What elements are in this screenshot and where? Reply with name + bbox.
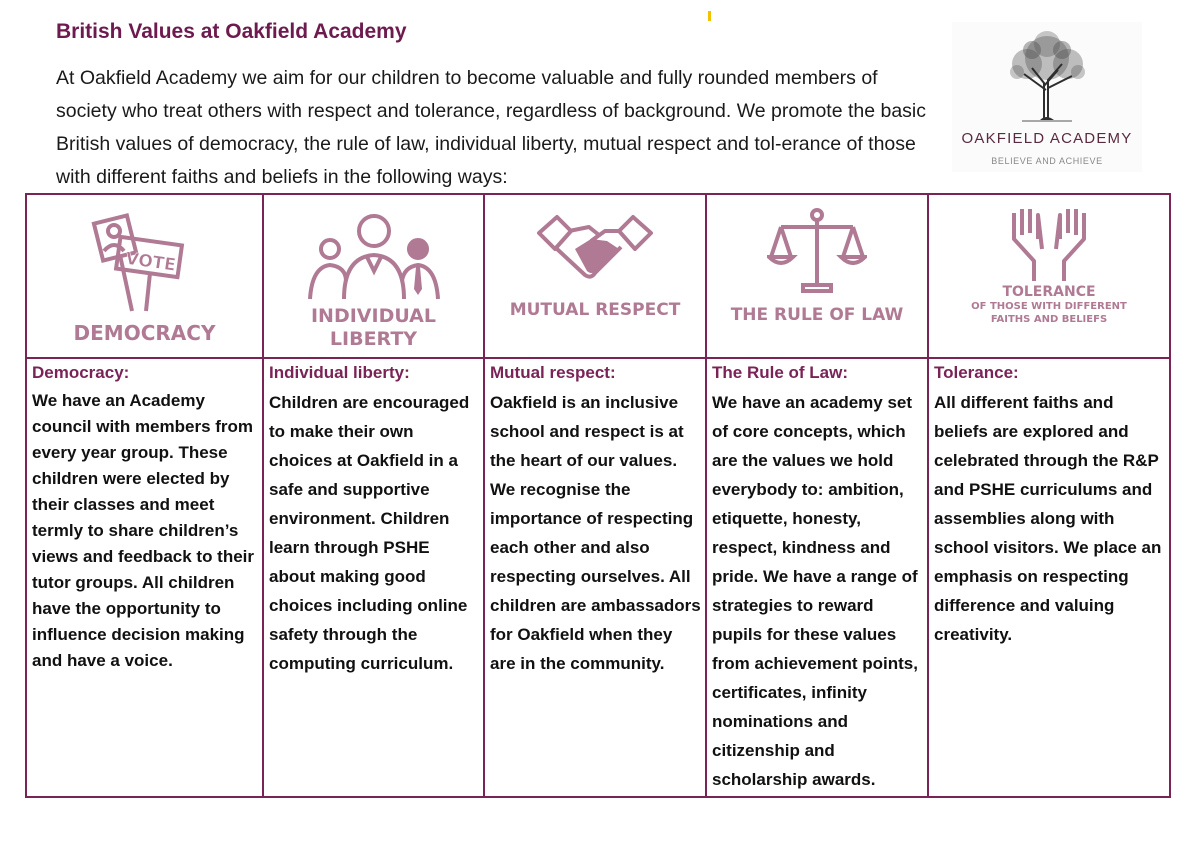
respect-caption: MUTUAL RESPECT xyxy=(509,300,681,320)
liberty-caption-line1: INDIVIDUAL xyxy=(310,305,436,327)
law-icon-cell xyxy=(706,194,928,358)
liberty-caption-line2: LIBERTY xyxy=(329,328,418,350)
law-body: We have an academy set of core concepts, which are the values we hold everybody to: ambition, etiquette, honesty, respect, kindness and pride. We have a range of strategies to reward pupils for these values from achievement points, certificates, infinity nominations and citizenship and scholarship awards. xyxy=(712,393,918,789)
oak-tree-icon xyxy=(1002,28,1092,128)
tolerance-caption-sub1: OF THOSE WITH DIFFERENT xyxy=(971,301,1127,312)
tolerance-caption-main: TOLERANCE xyxy=(1002,284,1096,300)
liberty-icon-cell xyxy=(263,194,484,358)
tolerance-heading: Tolerance: xyxy=(934,363,1019,382)
liberty-text-cell xyxy=(263,358,484,797)
democracy-text-cell xyxy=(26,358,263,797)
intro-paragraph: At Oakfield Academy we aim for our children to become valuable and fully rounded members of society who treat others with respect and tolerance, regardless of background. We promote the basic British values of democracy, the rule of law, individual liberty, mutual respect and tol-erance of those with different faiths and beliefs in the following ways: xyxy=(56,67,927,188)
tolerance-caption-sub2: FAITHS AND BELIEFS xyxy=(990,314,1108,325)
democracy-icon-cell xyxy=(26,194,263,358)
open-hands-icon xyxy=(1004,203,1094,283)
people-group-icon xyxy=(304,209,444,304)
democracy-heading: Democracy: xyxy=(32,363,130,382)
respect-icon-cell xyxy=(484,194,706,358)
tolerance-body: All different faiths and beliefs are explored and celebrated through the R&P and PSHE curriculums and assemblies along with school visitors. We place an emphasis on respecting difference and valuing creativity. xyxy=(934,393,1162,644)
vote-label: VOTE xyxy=(123,248,177,276)
academy-name: OAKFIELD ACADEMY xyxy=(961,130,1133,147)
law-caption: THE RULE OF LAW xyxy=(730,305,904,325)
democracy-caption: DEMOCRACY xyxy=(73,321,216,345)
liberty-caption xyxy=(264,305,483,351)
respect-heading: Mutual respect: xyxy=(490,363,616,382)
democracy-body: We have an Academy council with members from every year group. These children were elected by their classes and meet termly to share children’s views and feedback to their tutor groups. All children have the opportunity to influence decision making and have a voice. xyxy=(32,391,255,670)
respect-text-cell xyxy=(484,358,706,797)
handshake-icon xyxy=(535,209,655,289)
icon-row xyxy=(26,194,1170,358)
highlight-marker xyxy=(708,11,711,21)
liberty-body: Children are encouraged to make their own choices at Oakfield in a safe and supportive environment. Children learn through PSHE about making good choices including online safety through the computing curriculum. xyxy=(269,393,470,673)
vote-sign-icon xyxy=(90,211,200,321)
liberty-heading: Individual liberty: xyxy=(269,363,410,382)
law-text-cell xyxy=(706,358,928,797)
academy-motto: BELIEVE AND ACHIEVE xyxy=(991,156,1103,166)
law-heading: The Rule of Law: xyxy=(712,363,848,382)
tolerance-caption xyxy=(929,285,1169,326)
scales-icon xyxy=(767,205,867,295)
text-row xyxy=(26,358,1170,797)
academy-logo xyxy=(952,22,1142,172)
tolerance-text-cell xyxy=(928,358,1170,797)
values-table xyxy=(25,193,1171,798)
respect-body: Oakfield is an inclusive school and respect is at the heart of our values. We recognise the importance of respecting each other and also respecting ourselves. All children are ambassadors for Oakfield when they are in the community. xyxy=(490,393,701,673)
page-title: British Values at Oakfield Academy xyxy=(56,20,407,43)
tolerance-icon-cell xyxy=(928,194,1170,358)
